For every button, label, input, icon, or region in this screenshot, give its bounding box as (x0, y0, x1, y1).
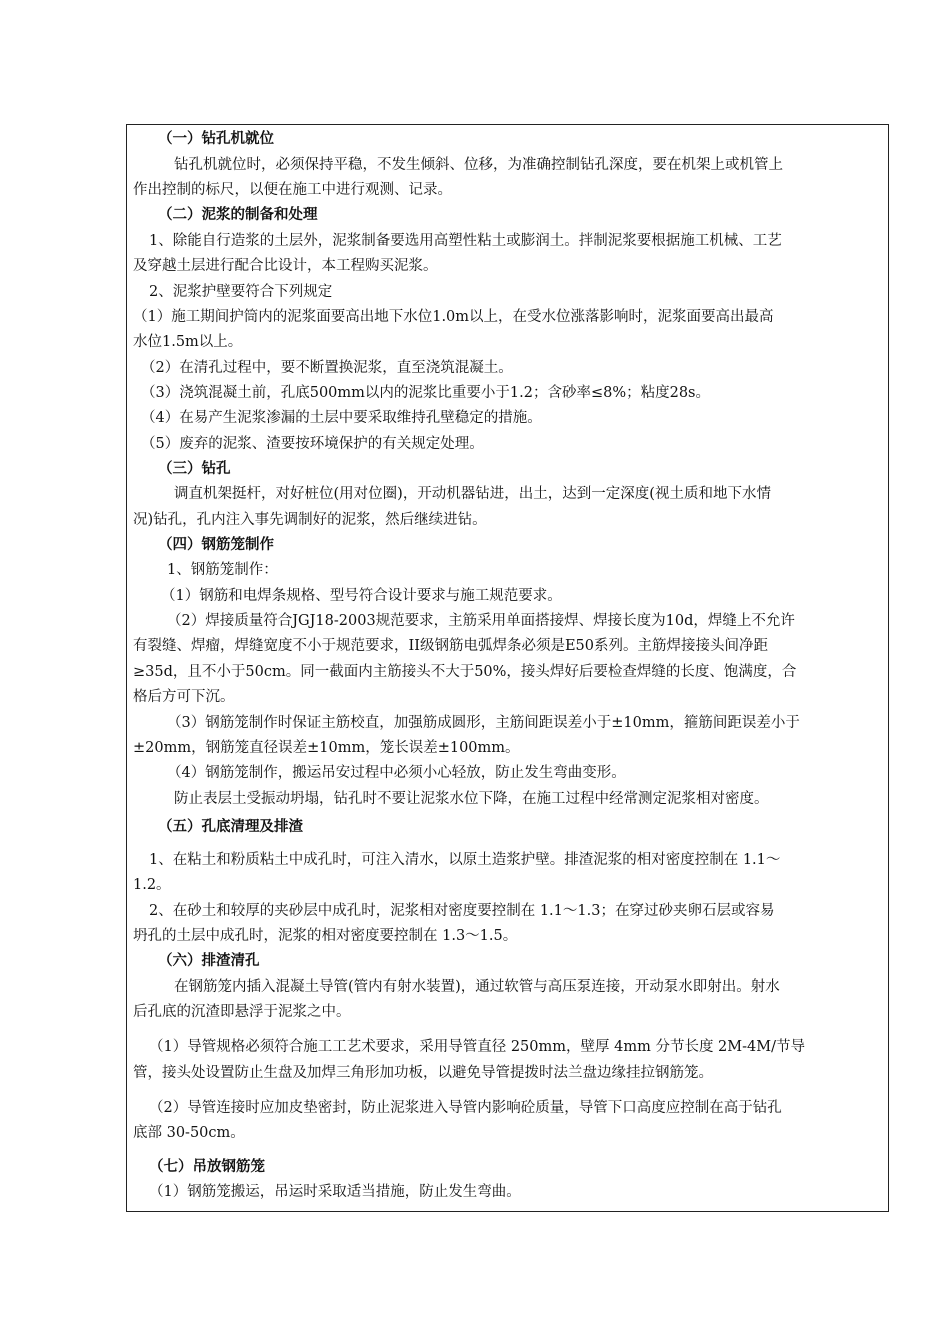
paragraph-line: （3）浇筑混凝土前，孔底500mm以内的泥浆比重要小于1.2；含砂率≤8%；粘度28s。 (141, 385, 711, 401)
paragraph-line: 1、在粘土和粉质粘土中成孔时，可注入清水，以原土造浆护壁。排渣泥浆的相对密度控制在 1.1～ (149, 852, 781, 868)
paragraph-line: 调直机架挺杆，对好桩位(用对位圈)，开动机器钻进，出土，达到一定深度(视土质和地下水情 (174, 486, 771, 502)
paragraph-line: （5）废弃的泥浆、渣要按环境保护的有关规定处理。 (141, 436, 484, 452)
paragraph-line: 防止表层土受振动坍塌，钻孔时不要让泥浆水位下降，在施工过程中经常测定泥浆相对密度。 (174, 791, 769, 807)
paragraph-line: （2）焊接质量符合JGJ18-2003规范要求，主筋采用单面搭接焊、焊接长度为10d，焊缝上不允许 (167, 613, 795, 629)
paragraph-line: （2）导管连接时应加皮垫密封，防止泥浆进入导管内影响砼质量，导管下口高度应控制在高于钻孔 (149, 1100, 782, 1116)
section-heading: （五）孔底清理及排渣 (158, 819, 303, 835)
paragraph-line: 作出控制的标尺，以便在施工中进行观测、记录。 (133, 182, 452, 198)
section-heading: （一）钻孔机就位 (158, 131, 274, 147)
paragraph-line: 后孔底的沉渣即悬浮于泥浆之中。 (133, 1004, 351, 1020)
paragraph-line: 2、泥浆护壁要符合下列规定 (149, 284, 333, 300)
paragraph-line: （4）钢筋笼制作，搬运吊安过程中必须小心轻放，防止发生弯曲变形。 (167, 765, 626, 781)
paragraph-line: 及穿越土层进行配合比设计，本工程购买泥浆。 (133, 258, 438, 274)
paragraph-line: （2）在清孔过程中，要不断置换泥浆，直至浇筑混凝土。 (141, 360, 513, 376)
paragraph-line: 1.2。 (133, 877, 171, 893)
paragraph-line: 格后方可下沉。 (133, 689, 235, 705)
paragraph-line: （3）钢筋笼制作时保证主筋校直，加强筋成圆形，主筋间距误差小于±10mm，箍筋间距误差小于 (167, 715, 800, 731)
section-heading: （七）吊放钢筋笼 (149, 1159, 265, 1175)
section-heading: （六）排渣清孔 (158, 953, 260, 969)
section-heading: （四）钢筋笼制作 (158, 537, 274, 553)
paragraph-line: 在钢筋笼内插入混凝土导管(管内有射水装置)，通过软管与高压泵连接，开动泵水即射出。射水 (174, 979, 780, 995)
paragraph-line: 有裂缝、焊瘤，焊缝宽度不小于规范要求，II级钢筋电弧焊条必须是E50系列。主筋焊接接头间净距 (133, 638, 768, 654)
paragraph-line: 水位1.5m以上。 (133, 334, 243, 350)
paragraph-line: 钻孔机就位时，必须保持平稳，不发生倾斜、位移，为准确控制钻孔深度，要在机架上或机管上 (174, 157, 783, 173)
paragraph-line: （1）钢筋笼搬运，吊运时采取适当措施，防止发生弯曲。 (149, 1184, 521, 1200)
document-frame (126, 124, 889, 1212)
paragraph-line: 况)钻孔，孔内注入事先调制好的泥浆，然后继续进钻。 (133, 512, 487, 528)
paragraph-line: （1）钢筋和电焊条规格、型号符合设计要求与施工规范要求。 (161, 588, 562, 604)
paragraph-line: ≥35d，且不小于50cm。同一截面内主筋接头不大于50%，接头焊好后要检查焊缝的长度、饱满度，合 (133, 664, 797, 680)
paragraph-line: ±20mm，钢筋笼直径误差±10mm，笼长误差±100mm。 (133, 740, 520, 756)
paragraph-line: 2、在砂土和较厚的夹砂层中成孔时，泥浆相对密度要控制在 1.1～1.3；在穿过砂夹卵石层或容易 (149, 903, 775, 919)
paragraph-line: 底部 30-50cm。 (133, 1125, 245, 1141)
paragraph-line: 1、除能自行造浆的土层外，泥浆制备要选用高塑性粘土或膨润土。拌制泥浆要根据施工机械、工艺 (149, 233, 782, 249)
paragraph-line: 坍孔的土层中成孔时，泥浆的相对密度要控制在 1.3～1.5。 (133, 928, 518, 944)
paragraph-line: （1）导管规格必须符合施工工艺术要求，采用导管直径 250mm，壁厚 4mm 分节长度 2M-4M/节导 (149, 1039, 805, 1055)
section-heading: （三）钻孔 (158, 461, 231, 477)
section-heading: （二）泥浆的制备和处理 (158, 207, 318, 223)
paragraph-line: （4）在易产生泥浆渗漏的土层中要采取维持孔壁稳定的措施。 (141, 410, 542, 426)
paragraph-line: （1）施工期间护筒内的泥浆面要高出地下水位1.0m以上，在受水位涨落影响时，泥浆面要高出最高 (133, 309, 774, 325)
paragraph-line: 1、钢筋笼制作： (167, 562, 278, 578)
paragraph-line: 管，接头处设置防止生盘及加焊三角形加功板，以避免导管提拨时法兰盘边缘挂拉钢筋笼。 (133, 1065, 713, 1081)
